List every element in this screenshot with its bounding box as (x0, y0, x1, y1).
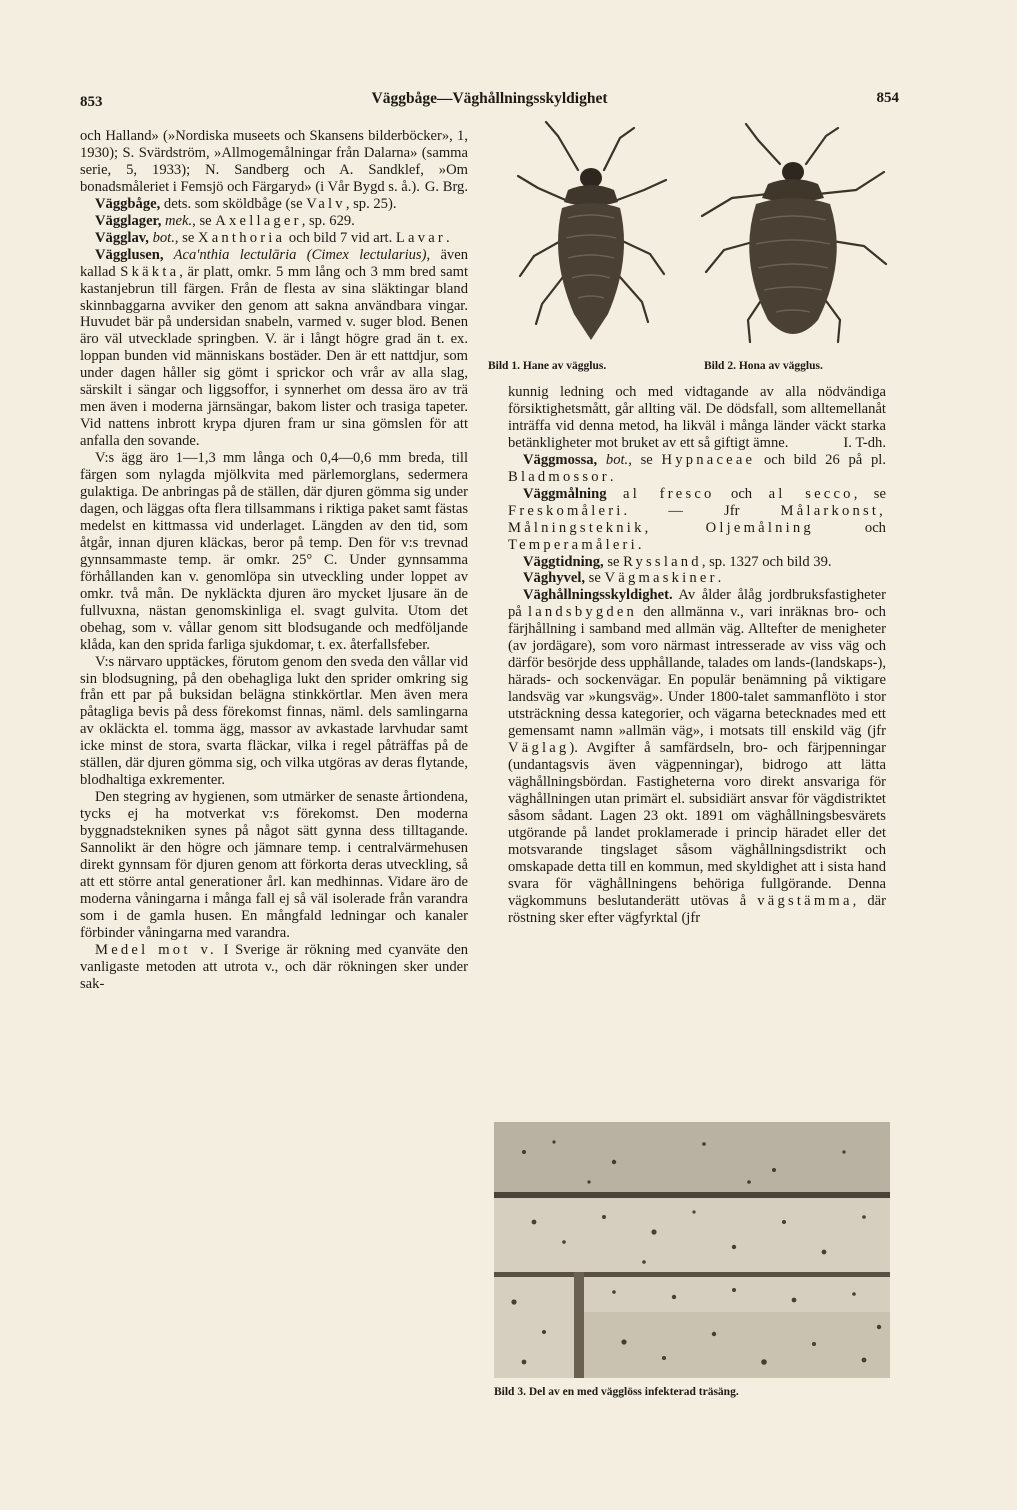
paragraph: V:s närvaro upptäckes, förutom genom den sveda den vållar vid sin blodsugning, på den obehagliga lukt den sprider omkring sig från ett par på buksidan belägna stinkkörtlar. Men även mera påtagliga bevis på dess förekomst finnas, näml. dels samlingarna av okläckta el. tomma ägg, massor av avkastade larvhudar samt icke minst de stora, svarta fläckar, vilka i regel påträffas på de ställen, där djuren gömma sig, och vilka utgöras av deras flytande, blodhaltiga exkrementer. (80, 653, 468, 789)
infested-bed-photo (494, 1122, 890, 1378)
cross-reference: Lavar (395, 229, 446, 246)
cross-reference: Hypnaceae (661, 451, 756, 468)
wood-texture-image (494, 1122, 890, 1378)
cross-reference: Medel mot v. (95, 941, 217, 958)
entry-vaghyvel: Väghyvel, se Vägmaskiner. (523, 570, 722, 587)
page-number-right: 854 (876, 90, 899, 106)
cross-reference: Axellager (215, 212, 302, 229)
running-title: Väggbåge—Väghållningsskyldighet (371, 90, 608, 107)
entry-vaggbage: Väggbåge, dets. som sköldbåge (se Valv, sp. 25). (95, 195, 397, 212)
cross-reference: al fresco (623, 485, 715, 502)
entry-vaggtidning: Väggtidning, se Ryssland, sp. 1327 och bild 39. (523, 553, 832, 570)
entry-vaggmalning: Väggmålning al fresco och al secco, se Freskomåleri. — Jfr Målarkonst, Målningsteknik, Oljemålning och Temperamåleri. (508, 485, 886, 553)
cross-reference: Skäkta (120, 263, 180, 280)
page-header (80, 90, 899, 118)
cross-reference: Målarkonst, Målningsteknik, Oljemålning (508, 502, 886, 536)
cross-reference: Temperamåleri (508, 536, 638, 553)
paragraph: kunnig ledning och med vidtagande av alla nödvändiga försiktighetsmått, går allting väl. De dödsfall, som alltemellanåt inträffa vid denna metod, ha likväl i många länder väckt starka betänkligheter mot bruket av ett så giftigt ämne. I. T-dh. (508, 384, 886, 451)
paragraph: och Halland» (»Nordiska museets och Skansens bilderböcker», 1, 1930); S. Svärdström, »Allmogemålningar från Dalarna» (samma serie, 5, 1933); N. Sandberg och A. Sandklef, »Om bonadsmåleriet i Femsjö och Färgaryd» (i Vår Bygd s. å.). G. Brg. (80, 128, 468, 195)
cross-reference: Väglag (508, 740, 570, 757)
cross-reference: al secco (768, 485, 854, 502)
paragraph: V:s ägg äro 1—1,3 mm långa och 0,4—0,6 mm breda, till färgen som nylagda mjölkvita med pärlemorglans, sedermera gulaktiga. De anbringas på de ställen, där djuren gömma sig under dagen, och läggas ofta flera tillsammans i riktiga paket samt fästas medelst en kittmassa vid underlaget. Längden av den tid, som åtgår, innan djuren kläckas, beror på temp. Den för v:s trevnad gynnsammaste temp. är omkr. 25° C. Under gynnsamma förhållanden kan v. genomlöpa sin utveckling under loppet av omkr. två mån. De nykläckta djuren äro mycket ljusare än de fullvuxna, nästan genomskinliga el. svagt gulvita. Utom det obehag, som v. vållar genom sitt blodsugande och medföljande klåda, kan den sprida farliga sjukdomar, t. ex. återfallsfeber. (80, 450, 468, 653)
entry-vaghallningsskyldighet: Väghållningsskyldighet. Av ålder ålåg jordbruksfastigheter på landsbygden den allmänna v., vari inräknas bro- och färjhållning i samband med allmän väg. Alltefter de menigheter (av jordägare), som voro närmast intresserade av viss väg och därför besörjde dess upphållande, talades om lands-(landskaps-), härads- och sockenvägar. En populär benämning på viktigare landsväg var »kungsväg». Under 1800-talet sammanflöto i stor utsträckning dessa kategorier, och vägarna betecknades med ett gemensamt namn »allmän väg», i motsats till enskild väg (jfr Väglag). Avgifter å samfärdseln, bro- och färjpenningar (undantagsvis även vägpenningar), bidrogo att lätta väghållningsbördan. Fastigheterna voro direkt ansvariga för väghållningen utan primärt el. subsidiärt ansvar för vägdistriktet såsom sådant. Lagen 23 okt. 1891 om väghållningsbesvärets utgörande på landet proklamerade i princip häradet eller det motsvarande tingslaget såsom väghållningsdistrikt och omskapade detta till en kommun, med skyldighet att i sista hand svara för väghållningens behöriga fullgörande. Denna vägkommuns beslutanderätt utövas å vägstämma, där röstning sker efter vägfyrktal (jfr (508, 587, 886, 926)
male-bedbug-illustration (508, 118, 678, 354)
figure-caption-3: Bild 3. Del av en med vägglöss infekterad träsäng. (494, 1386, 739, 1398)
cross-reference: Bladmossor (508, 468, 610, 485)
author-signature: I. T-dh. (843, 434, 886, 451)
cross-reference: vägstämma (757, 892, 853, 909)
female-bedbug-illustration (688, 120, 898, 356)
cross-reference: Vägmaskiner (604, 570, 718, 587)
bedbug-figures (488, 118, 898, 366)
figure-caption-1: Bild 1. Hane av vägglus. (488, 360, 607, 372)
paragraph: Den stegring av hygienen, som utmärker de senaste årtiondena, tycks ej ha motverkat v:s förekomst. Den moderna byggnadstekniken synes på något sätt gynna dess tilltagande. Sannolikt är den högre och jämnare temp. i centralvärmehusen direkt gynnsam för djuren genom att förkorta deras utveckling, så att ett större antal generationer årl. kan medhinnas. Vidare äro de moderna våningarna i många fall ej så väl isolerade från varandra som i de gamla husen. En mångfald ledningar och kanaler förbinder våningarna med varandra. (80, 789, 468, 941)
right-column (508, 384, 886, 927)
cross-reference: landsbygden (527, 604, 638, 621)
entry-vagglager: Vägglager, mek., se Axellager, sp. 629. (95, 212, 355, 229)
cross-reference: Xanthoria (197, 229, 286, 246)
cross-reference: Freskomåleri (508, 502, 624, 519)
paragraph: Medel mot v. I Sverige är rökning med cyanväte den vanligaste metoden att utrota v., och där rökningen sker under sak- (80, 941, 468, 992)
cross-reference: Valv (306, 195, 346, 212)
author-signature: G. Brg. (424, 178, 468, 195)
entry-vagglusen: Vägglusen, Aca'nthia lectulāria (Cimex lectularius), även kallad Skäkta, är platt, omkr. 5 mm lång och 3 mm bred samt kastanjebrun till färgen. Från de flesta av sina släktingar bland skinnbaggarna avviker den genom att sakna användbara vingar. Huvudet bär på undersidan snabeln, varmed v. suger blod. Benen äro väl utvecklade springben. V. är i långt högre grad än t. ex. loppan bunden vid människans bostäder. Den är ett nattdjur, som under dagen håller sig gömt i sprickor och vrår av alla slag, särskilt i sängar och liggsoffor, i synnerhet om dessa äro av trä men även i moderna järnsängar, bakom lister och trasiga tapeter. Vid nattens inbrott krypa djuren fram ur sina gömslen för att anfalla den sovande. (80, 246, 468, 450)
page-number-left: 853 (80, 94, 103, 110)
figure-caption-2: Bild 2. Hona av vägglus. (704, 360, 823, 372)
cross-reference: Ryssland (623, 553, 702, 570)
entry-vaggmossa: Väggmossa, bot., se Hypnaceae och bild 26 på pl. Bladmossor. (508, 451, 886, 485)
entry-vagglav: Vägglav, bot., se Xanthoria och bild 7 vid art. Lavar. (95, 229, 450, 246)
left-column (80, 128, 468, 993)
